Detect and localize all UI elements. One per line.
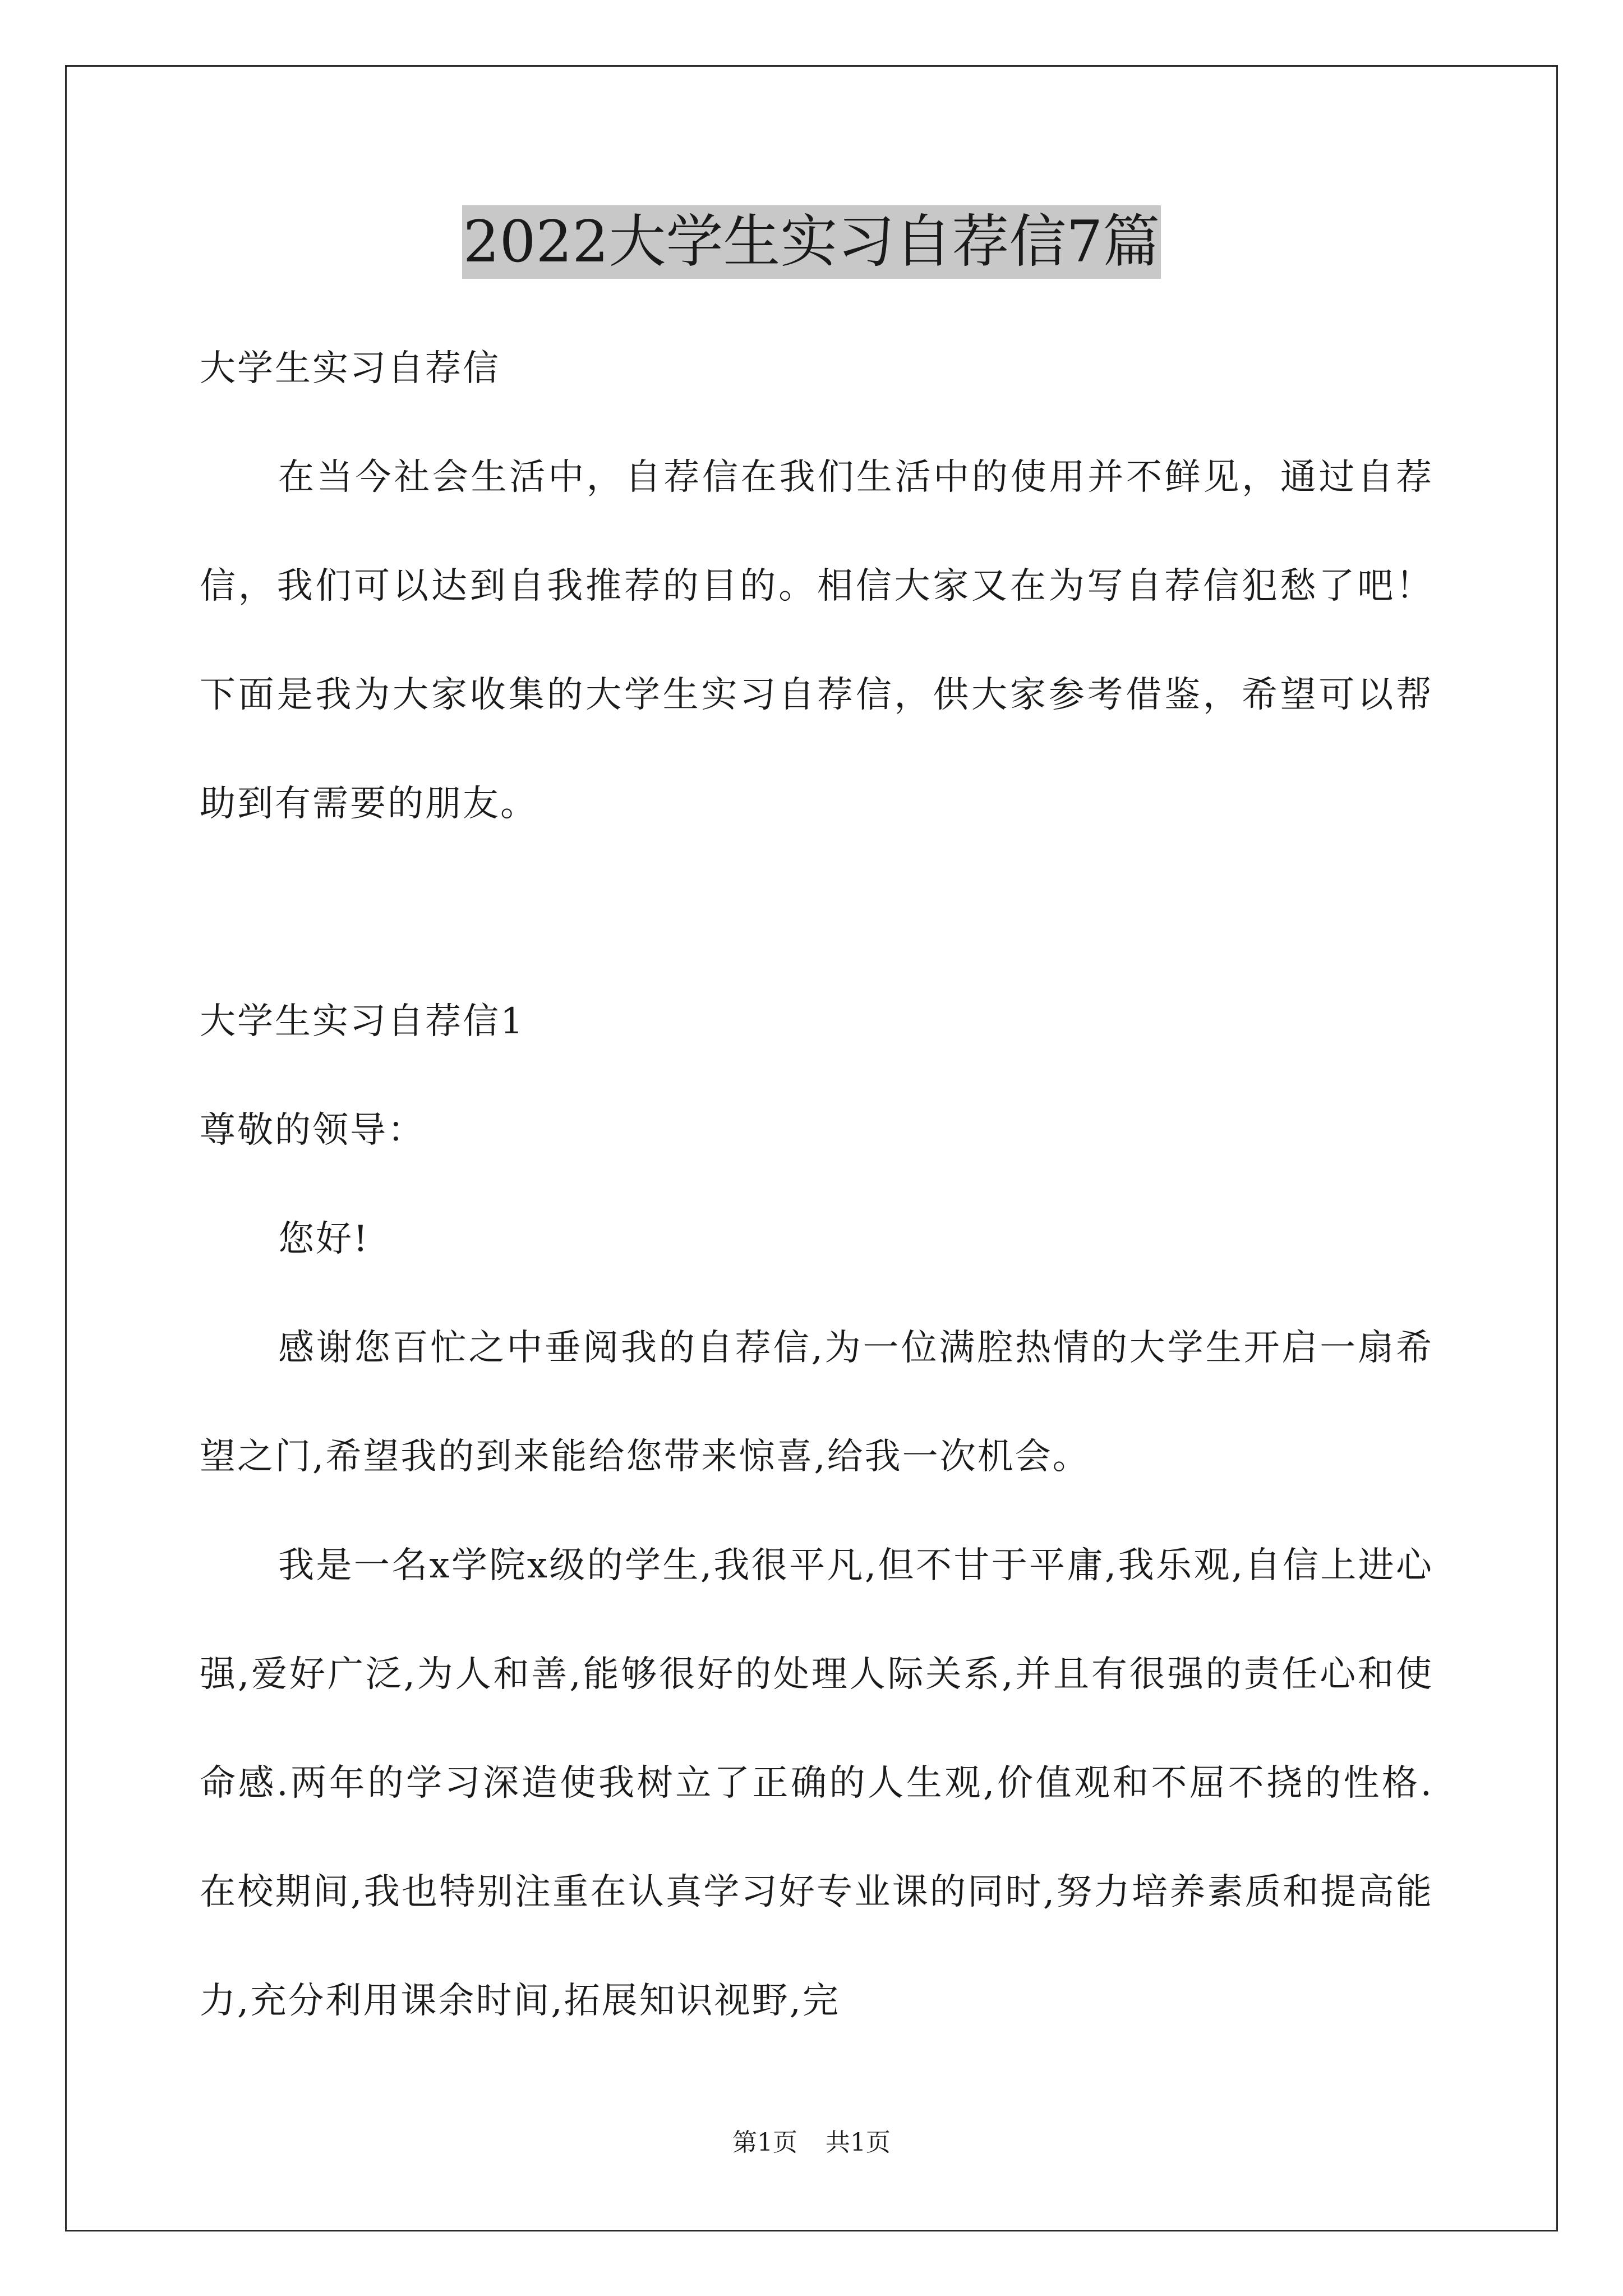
letter-paragraph: 我是一名x学院x级的学生,我很平凡,但不甘于平庸,我乐观,自信上进心强,爱好广泛,为人和善,能够很好的处理人际关系,并且有很强的责任心和使命感.两年的学习深造使我树立了正确的人生观,价值观和不屈不挠的性格.在校期间,我也特别注重在认真学习好专业课的同时,努力培养素质和提高能力,充分利用课余时间,拓展知识视野,完 (200, 1545, 1433, 2022)
page-footer (0, 2126, 1623, 2160)
section-spacer (200, 858, 1433, 967)
page-total: 共1页 (826, 2128, 891, 2157)
document-title (0, 203, 1623, 282)
letter-greeting: 您好! (278, 1218, 370, 1260)
letter-salutation: 尊敬的领导： (200, 1110, 425, 1151)
intro-heading: 大学生实习自荐信 (200, 348, 500, 389)
page-number: 第1页 (732, 2128, 797, 2157)
document-title-text: 2022大学生实习自荐信7篇 (462, 205, 1161, 279)
letter-heading: 大学生实习自荐信1 (200, 1001, 525, 1042)
document-body (200, 314, 1433, 2055)
intro-paragraph: 在当今社会生活中，自荐信在我们生活中的使用并不鲜见，通过自荐信，我们可以达到自我推荐的目的。相信大家又在为写自荐信犯愁了吧！下面是我为大家收集的大学生实习自荐信，供大家参考借鉴，希望可以帮助到有需要的朋友。 (200, 457, 1433, 825)
letter-paragraph: 感谢您百忙之中垂阅我的自荐信,为一位满腔热情的大学生开启一扇希望之门,希望我的到来能给您带来惊喜,给我一次机会。 (200, 1327, 1433, 1478)
